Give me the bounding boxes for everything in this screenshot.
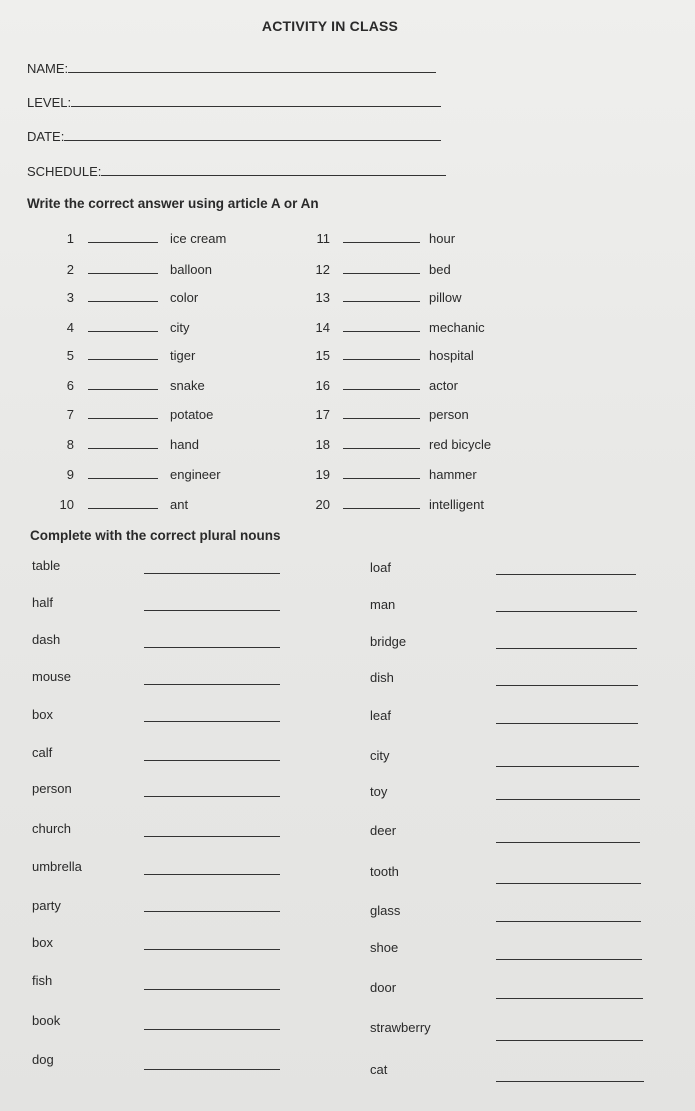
- item-number: 15: [315, 348, 330, 363]
- item-number: 10: [59, 497, 74, 512]
- plural-answer-line[interactable]: [496, 997, 643, 999]
- singular-noun: half: [32, 595, 53, 610]
- plural-answer-line[interactable]: [496, 1080, 644, 1082]
- item-number: 13: [315, 290, 330, 305]
- singular-noun: cat: [370, 1062, 388, 1077]
- answer-blank[interactable]: [343, 320, 420, 332]
- article-row: [0, 320, 695, 336]
- singular-noun: party: [32, 898, 61, 913]
- plural-answer-line[interactable]: [144, 609, 280, 611]
- date-line[interactable]: [64, 128, 441, 141]
- item-number: 1: [66, 231, 74, 246]
- answer-blank[interactable]: [343, 497, 420, 509]
- singular-noun: book: [32, 1013, 61, 1028]
- level-line[interactable]: [71, 94, 441, 107]
- plural-answer-line[interactable]: [496, 684, 638, 686]
- item-number: 14: [315, 320, 330, 335]
- plural-answer-line[interactable]: [144, 988, 280, 990]
- singular-noun: city: [370, 748, 390, 763]
- plural-answer-line[interactable]: [144, 683, 280, 685]
- date-label: DATE:: [27, 129, 65, 144]
- plural-answer-line[interactable]: [496, 798, 640, 800]
- item-number: 20: [315, 497, 330, 512]
- answer-blank[interactable]: [88, 437, 158, 449]
- plural-answer-line[interactable]: [144, 873, 280, 875]
- answer-blank[interactable]: [88, 497, 158, 509]
- article-row: [0, 262, 695, 278]
- singular-noun: dash: [32, 632, 61, 647]
- singular-noun: tooth: [370, 864, 399, 879]
- item-word: mechanic: [429, 320, 485, 335]
- answer-blank[interactable]: [88, 407, 158, 419]
- item-number: 18: [315, 437, 330, 452]
- singular-noun: man: [370, 597, 396, 612]
- item-number: 7: [66, 407, 74, 422]
- article-row: [0, 348, 695, 364]
- item-word: tiger: [170, 348, 196, 363]
- singular-noun: box: [32, 707, 53, 722]
- item-number: 2: [66, 262, 74, 277]
- singular-noun: leaf: [370, 708, 391, 723]
- answer-blank[interactable]: [343, 262, 420, 274]
- answer-blank[interactable]: [88, 231, 158, 243]
- item-number: 16: [315, 378, 330, 393]
- plural-answer-line[interactable]: [144, 720, 280, 722]
- answer-blank[interactable]: [88, 290, 158, 302]
- item-word: hand: [170, 437, 199, 452]
- plural-answer-line[interactable]: [496, 841, 640, 843]
- page-title: ACTIVITY IN CLASS: [261, 18, 399, 34]
- plural-answer-line[interactable]: [144, 572, 280, 574]
- article-row: [0, 437, 695, 453]
- plural-answer-line[interactable]: [496, 765, 639, 767]
- singular-noun: table: [32, 558, 61, 573]
- item-word: color: [170, 290, 199, 305]
- plural-answer-line[interactable]: [144, 835, 280, 837]
- plural-answer-line[interactable]: [496, 647, 637, 649]
- item-word: city: [170, 320, 190, 335]
- singular-noun: dish: [370, 670, 394, 685]
- name-field[interactable]: [27, 60, 436, 76]
- plural-answer-line[interactable]: [496, 958, 642, 960]
- item-word: pillow: [429, 290, 462, 305]
- plural-answer-line[interactable]: [144, 910, 280, 912]
- singular-noun: person: [32, 781, 72, 796]
- answer-blank[interactable]: [343, 231, 420, 243]
- item-word: person: [429, 407, 469, 422]
- singular-noun: glass: [370, 903, 401, 918]
- singular-noun: shoe: [370, 940, 399, 955]
- plural-answer-line[interactable]: [496, 722, 638, 724]
- item-word: hour: [429, 231, 456, 246]
- item-word: actor: [429, 378, 458, 393]
- item-number: 5: [66, 348, 74, 363]
- answer-blank[interactable]: [343, 378, 420, 390]
- item-word: hospital: [429, 348, 474, 363]
- item-word: intelligent: [429, 497, 484, 512]
- schedule-line[interactable]: [101, 163, 446, 176]
- item-number: 9: [66, 467, 74, 482]
- singular-noun: calf: [32, 745, 53, 760]
- item-number: 6: [66, 378, 74, 393]
- answer-blank[interactable]: [343, 467, 420, 479]
- section2-instruction: Complete with the correct plural nouns: [30, 528, 281, 543]
- date-field[interactable]: [27, 128, 441, 144]
- singular-noun: toy: [370, 784, 388, 799]
- item-word: hammer: [429, 467, 477, 482]
- answer-blank[interactable]: [343, 348, 420, 360]
- plural-answer-line[interactable]: [144, 1028, 280, 1030]
- section1-instruction: Write the correct answer using article A or An: [27, 196, 319, 211]
- plural-answer-line[interactable]: [144, 948, 280, 950]
- item-number: 19: [315, 467, 330, 482]
- article-row: [0, 467, 695, 483]
- singular-noun: mouse: [32, 669, 72, 684]
- answer-blank[interactable]: [88, 348, 158, 360]
- answer-blank[interactable]: [88, 320, 158, 332]
- plural-answer-line[interactable]: [144, 759, 280, 761]
- answer-blank[interactable]: [343, 437, 420, 449]
- item-number: 3: [66, 290, 74, 305]
- item-word: red bicycle: [429, 437, 492, 452]
- item-word: balloon: [170, 262, 212, 277]
- singular-noun: box: [32, 935, 53, 950]
- singular-noun: fish: [32, 973, 53, 988]
- item-word: ice cream: [170, 231, 227, 246]
- answer-blank[interactable]: [88, 262, 158, 274]
- singular-noun: dog: [32, 1052, 54, 1067]
- schedule-field[interactable]: [27, 163, 446, 179]
- singular-noun: deer: [370, 823, 397, 838]
- article-row: [0, 407, 695, 423]
- answer-blank[interactable]: [343, 407, 420, 419]
- plural-answer-line[interactable]: [144, 646, 280, 648]
- singular-noun: strawberry: [370, 1020, 431, 1035]
- article-row: [0, 378, 695, 394]
- item-word: potatoe: [170, 407, 214, 422]
- singular-noun: umbrella: [32, 859, 82, 874]
- singular-noun: bridge: [370, 634, 407, 649]
- article-row: [0, 290, 695, 306]
- level-field[interactable]: [27, 94, 441, 110]
- item-number: 11: [316, 231, 330, 246]
- answer-blank[interactable]: [88, 467, 158, 479]
- item-word: ant: [170, 497, 189, 512]
- plural-answer-line[interactable]: [496, 920, 641, 922]
- singular-noun: church: [32, 821, 72, 836]
- item-number: 8: [66, 437, 74, 452]
- singular-noun: door: [370, 980, 397, 995]
- item-number: 12: [315, 262, 330, 277]
- article-row: [0, 497, 695, 513]
- item-word: engineer: [170, 467, 221, 482]
- name-line[interactable]: [68, 60, 436, 73]
- plural-answer-line[interactable]: [496, 573, 636, 575]
- answer-blank[interactable]: [88, 378, 158, 390]
- schedule-label: SCHEDULE:: [27, 164, 102, 179]
- item-word: bed: [429, 262, 451, 277]
- item-number: 4: [66, 320, 74, 335]
- plural-answer-line[interactable]: [144, 1068, 280, 1070]
- article-row: [0, 231, 695, 247]
- plural-answer-line[interactable]: [496, 1039, 643, 1041]
- level-label: LEVEL:: [27, 95, 72, 110]
- plural-answer-line[interactable]: [496, 882, 641, 884]
- name-label: NAME:: [27, 61, 69, 76]
- plural-answer-line[interactable]: [144, 795, 280, 797]
- answer-blank[interactable]: [343, 290, 420, 302]
- singular-noun: loaf: [370, 560, 391, 575]
- plural-answer-line[interactable]: [496, 610, 637, 612]
- item-word: snake: [170, 378, 205, 393]
- item-number: 17: [315, 407, 330, 422]
